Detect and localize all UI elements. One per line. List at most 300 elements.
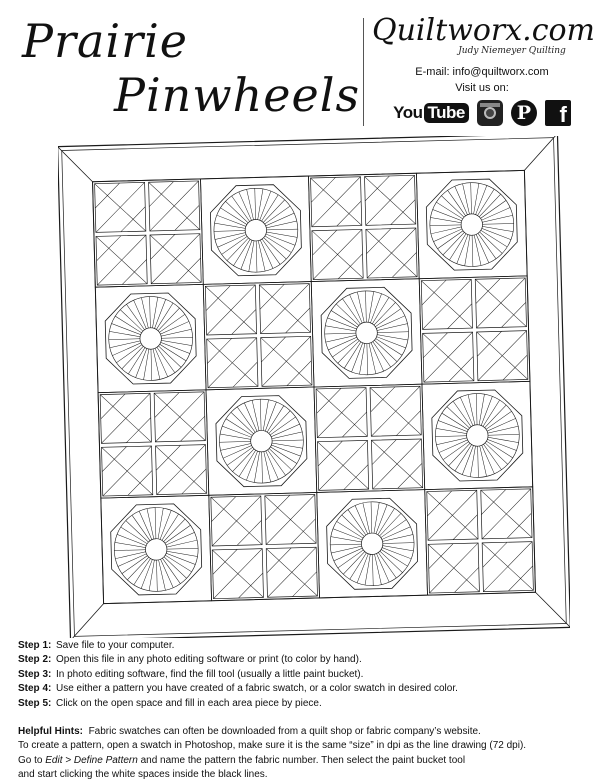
pinwheel-line [506,489,532,514]
star-spoke [126,304,144,330]
star-spoke [148,560,155,591]
brand-block [372,13,596,134]
pinwheel-line [311,202,337,227]
star-spoke [372,297,390,323]
star-spoke [166,532,195,545]
star-spoke [486,411,512,429]
star-spoke [482,400,500,426]
star-spoke [449,234,467,260]
pinwheel-line [205,286,231,311]
pinwheel-line [447,304,473,329]
star-spoke [165,554,191,572]
step-label: Step 5: [18,697,52,709]
star-spoke [326,335,357,342]
star-spoke [266,406,284,432]
pinwheel-line [477,356,503,381]
star-spoke [141,297,148,328]
star-spoke [272,440,303,441]
pinwheel-line [366,229,392,254]
star-spoke [153,349,160,380]
star-block [201,176,312,284]
star-spoke [266,231,297,238]
star-block [101,495,212,603]
star-spoke [371,502,372,533]
pinwheel-line [483,567,509,592]
star-spoke [488,437,519,444]
block-outline [425,487,536,595]
pinwheel-line [211,497,237,522]
pinwheel-line [311,177,337,202]
star-spoke [460,397,473,426]
star-spoke [156,303,174,329]
star-spoke [262,239,280,265]
pinwheel-line [180,416,206,441]
pinwheel-block [419,276,530,384]
pattern-title [18,10,361,130]
star-spoke [366,291,367,322]
star-spoke [161,559,174,588]
pinwheel-line [336,201,362,226]
star-spoke [112,343,141,356]
star-spoke [223,446,252,459]
pinwheel-line [371,440,397,465]
pinwheel-line [231,309,257,334]
pinwheel-line [127,470,153,495]
star-spoke [369,343,376,374]
star-block [206,387,317,495]
star-spoke [482,445,495,474]
star-spoke [157,508,164,539]
star-spoke [214,230,245,231]
star-spoke [478,446,479,477]
star-spoke [331,536,362,543]
pinwheel-line [391,228,417,253]
star-spoke [155,508,156,539]
star-spoke [472,235,473,266]
star-spoke [477,189,495,215]
star-spoke [122,556,148,574]
star-spoke [121,526,147,544]
star-spoke [252,400,259,431]
star-spoke [355,505,368,534]
star-spoke [237,406,255,432]
star-spoke [220,207,246,225]
star-spoke [380,520,406,538]
star-spoke [357,292,364,323]
star-spoke [264,206,290,224]
star-spoke [455,186,468,215]
pinwheel-line [292,572,318,597]
step-text: Click on the open space and fill in each area piece by piece. [56,697,322,709]
star-spoke [372,555,373,586]
pinwheel-line [427,491,453,516]
star-spoke [152,297,159,328]
star-spoke [359,343,366,374]
star-spoke [376,553,389,582]
star-spoke [159,560,166,591]
star-spoke [133,559,151,585]
pinwheel-line [448,332,474,357]
pinwheel-line [312,230,338,255]
star-spoke [227,447,253,465]
pinwheel-line [213,574,239,599]
block-outline [308,173,419,281]
pinwheel-line [97,260,123,285]
star-spoke [474,235,481,266]
star-spoke [442,412,468,430]
pinwheel-line [390,200,416,225]
pinwheel-block [93,179,204,287]
pinwheel-line [237,549,263,574]
pinwheel-line [286,361,312,386]
star-spoke [159,314,185,332]
instagram-icon[interactable] [477,100,503,126]
pinwheel-line [180,445,206,470]
pinwheel-line [286,336,312,361]
star-block [95,284,206,392]
step-label: Step 2: [18,654,52,666]
pinwheel-line [475,279,501,304]
youtube-you-text: You [393,103,423,122]
star-spoke [435,436,466,437]
star-spoke [115,552,146,559]
pinwheel-line [232,338,258,363]
pinwheel-line [370,387,396,412]
star-spoke [480,446,487,477]
star-spoke [266,451,279,480]
star-spoke [160,321,189,334]
pinwheel-block [314,384,425,492]
pinwheel-line [174,205,200,230]
pinwheel-line [176,258,202,283]
border-miter [535,591,570,628]
star-block [416,170,527,278]
star-spoke [480,200,506,218]
star-spoke [436,438,467,445]
pinwheel-line [428,544,454,569]
step-text: Use either a pattern you have created of a fabric swatch, or a color swatch in desired color. [56,683,458,695]
pinwheel-line [126,446,152,471]
star-spoke [161,340,192,347]
star-center [361,533,383,555]
star-center [250,430,272,452]
star-spoke [151,349,152,380]
star-spoke [430,217,461,224]
star-spoke [262,452,263,483]
step-label: Step 3: [18,668,52,680]
star-block [311,279,422,387]
star-spoke [350,294,363,323]
block-outline [314,384,425,492]
star-spoke [367,344,368,375]
pinwheel-line [230,285,256,310]
star-spoke [226,418,252,436]
star-spoke [478,233,496,259]
pinwheel-line [102,471,128,496]
star-spoke [436,428,467,435]
pinwheel-line [454,567,480,592]
social-links [372,100,592,126]
pinwheel-line [502,355,528,380]
menu-path: Edit > Define Pattern [45,754,138,766]
pinwheel-line [397,463,423,488]
star-spoke [270,446,296,464]
star-spoke [464,235,471,266]
star-spoke [110,341,141,348]
pinwheel-line [96,236,122,261]
star-spoke [443,442,469,460]
pinterest-icon[interactable]: P [511,100,537,126]
hint-text: and name the pattern the fabric number. Then select the paint bucket tool [137,754,466,766]
pinwheel-line [508,566,534,591]
star-spoke [348,509,366,535]
star-spoke [325,333,356,334]
pinwheel-line [481,514,507,539]
star-spoke [376,338,402,356]
helpful-hints [18,725,593,783]
header-divider [363,18,364,126]
pinwheel-line [212,549,238,574]
hints-label: Helpful Hints: [18,726,83,737]
star-spoke [233,239,251,265]
star-spoke [161,337,192,338]
step-3 [18,668,593,682]
star-spoke [167,548,198,549]
pinwheel-line [338,254,364,279]
star-center [466,424,488,446]
star-spoke [260,240,273,269]
pinwheel-line [501,302,527,327]
pinwheel-line [477,331,503,356]
pinwheel-line [181,469,207,494]
star-spoke [147,508,154,539]
block-outline [93,179,204,287]
star-spoke [262,400,269,431]
star-spoke [448,190,466,216]
star-spoke [257,189,264,220]
star-spoke [253,452,260,483]
hint-line-1 [18,725,593,739]
facebook-icon[interactable]: f [545,100,571,126]
star-spoke [381,549,407,567]
pinwheel-line [422,304,448,329]
star-spoke [325,325,356,332]
pinwheel-line [155,445,181,470]
pinwheel-line [236,520,262,545]
star-spoke [244,403,257,432]
pinwheel-line [207,338,233,363]
pinwheel-line [448,356,474,381]
pinwheel-line [481,490,507,515]
title-line-1: Prairie [22,14,189,68]
star-spoke [132,515,150,541]
star-spoke [476,394,477,425]
pinwheel-line [390,175,416,200]
star-spoke [272,442,303,449]
star-spoke [373,502,380,533]
hint-line-3 [18,754,593,768]
star-spoke [160,344,186,362]
star-spoke [134,300,147,329]
step-text: In photo editing software, find the fill tool (usually a little paint bucket). [56,668,364,680]
visit-us-label: Visit us on: [455,82,509,94]
star-center [356,322,378,344]
quiltworx-logo[interactable]: Quiltworx.com [372,13,596,48]
contact-email[interactable]: E-mail: info@quiltworx.com [415,66,549,78]
star-spoke [484,444,502,470]
star-center [140,328,162,350]
pinwheel-line [446,279,472,304]
pinwheel-line [95,183,121,208]
star-spoke [328,337,357,350]
star-spoke [486,441,512,459]
pinwheel-line [121,235,147,260]
pinwheel-line [236,496,262,521]
pinwheel-line [261,337,287,362]
star-spoke [268,449,286,475]
pinwheel-line [313,254,339,279]
pinwheel-line [149,182,175,207]
star-spoke [383,545,414,552]
pinwheel-line [367,253,393,278]
pinwheel-line [371,411,397,436]
star-spoke [436,202,462,220]
step-5 [18,697,593,711]
star-spoke [382,535,413,542]
pinwheel-line [101,418,127,443]
step-2 [18,653,593,667]
pinwheel-line [452,515,478,540]
pinwheel-line [502,331,528,356]
pinwheel-line [179,392,205,417]
block-outline [98,390,209,498]
star-spoke [221,236,247,254]
star-spoke [220,433,251,440]
star-spoke [260,399,261,430]
star-spoke [115,542,146,549]
pinwheel-line [453,543,479,568]
star-spoke [371,342,384,371]
pinwheel-line [482,542,508,567]
pinwheel-line [175,234,201,259]
pinwheel-line [395,386,421,411]
pinwheel-line [429,568,455,593]
pinwheel-line [342,440,368,465]
star-spoke [109,331,140,338]
star-spoke [258,241,265,272]
star-spoke [376,316,405,329]
star-spoke [162,558,180,584]
pinwheel-line [150,234,176,259]
star-spoke [463,184,470,215]
star-spoke [215,233,246,240]
block-outline [203,282,314,390]
pinwheel-line [290,519,316,544]
star-spoke [330,544,361,545]
quilt-drawing [58,136,570,638]
pinwheel-line [500,278,526,303]
step-text: Open this file in any photo editing software or print (to color by hand). [56,654,362,666]
pinwheel-line [126,418,152,443]
youtube-icon[interactable] [393,103,469,123]
star-spoke [114,550,145,551]
pinwheel-line [396,439,422,464]
star-spoke [382,527,411,540]
star-spoke [430,225,461,226]
pinwheel-block [203,282,314,390]
pinwheel-line [507,542,533,567]
star-spoke [375,309,401,327]
star-spoke [331,310,357,328]
star-spoke [482,226,513,233]
quilt-line-drawing[interactable] [58,136,570,638]
star-spoke [217,235,246,248]
pinwheel-line [336,177,362,202]
star-spoke [157,347,175,373]
pinwheel-block [98,390,209,498]
star-spoke [239,192,252,221]
pinwheel-line [284,284,310,309]
youtube-tube-text: Tube [424,103,469,123]
pinwheel-line [452,490,478,515]
star-spoke [261,195,279,221]
star-block [422,381,533,489]
star-spoke [368,292,375,323]
pinwheel-block [425,487,536,595]
pinwheel-block [308,173,419,281]
star-block [317,490,428,598]
border-miter [523,136,558,170]
star-spoke [374,554,381,585]
pinwheel-line [95,207,121,232]
star-spoke [166,540,197,547]
pinwheel-line [317,413,343,438]
brand-tagline: Judy Niemeyer Quilting [458,46,566,56]
star-spoke [469,446,476,477]
star-spoke [364,554,371,585]
pinwheel-line [232,362,258,387]
pinwheel-line [151,259,177,284]
star-spoke [271,424,300,437]
star-spoke [433,229,462,242]
star-spoke [383,543,414,544]
pinwheel-line [342,412,368,437]
hint-line-4: and start clicking the white spaces inside the black lines. [18,769,268,781]
pinwheel-line [155,417,181,442]
star-spoke [334,548,363,561]
pinwheel-line [120,182,146,207]
star-spoke [332,339,358,357]
block-outline [209,492,320,600]
star-spoke [373,341,391,367]
pinwheel-line [125,393,151,418]
pinwheel-line [372,464,398,489]
star-spoke [248,241,255,272]
pinwheel-line [365,200,391,225]
star-spoke [272,432,303,439]
star-spoke [349,553,367,579]
pinwheel-line [211,521,237,546]
step-4 [18,682,593,696]
star-spoke [264,451,271,482]
star-spoke [377,334,408,341]
pinwheel-line [476,303,502,328]
pinwheel-line [318,465,344,490]
pinwheel-line [174,181,200,206]
star-spoke [156,560,157,591]
pinwheel-line [427,515,453,540]
star-spoke [118,554,147,567]
